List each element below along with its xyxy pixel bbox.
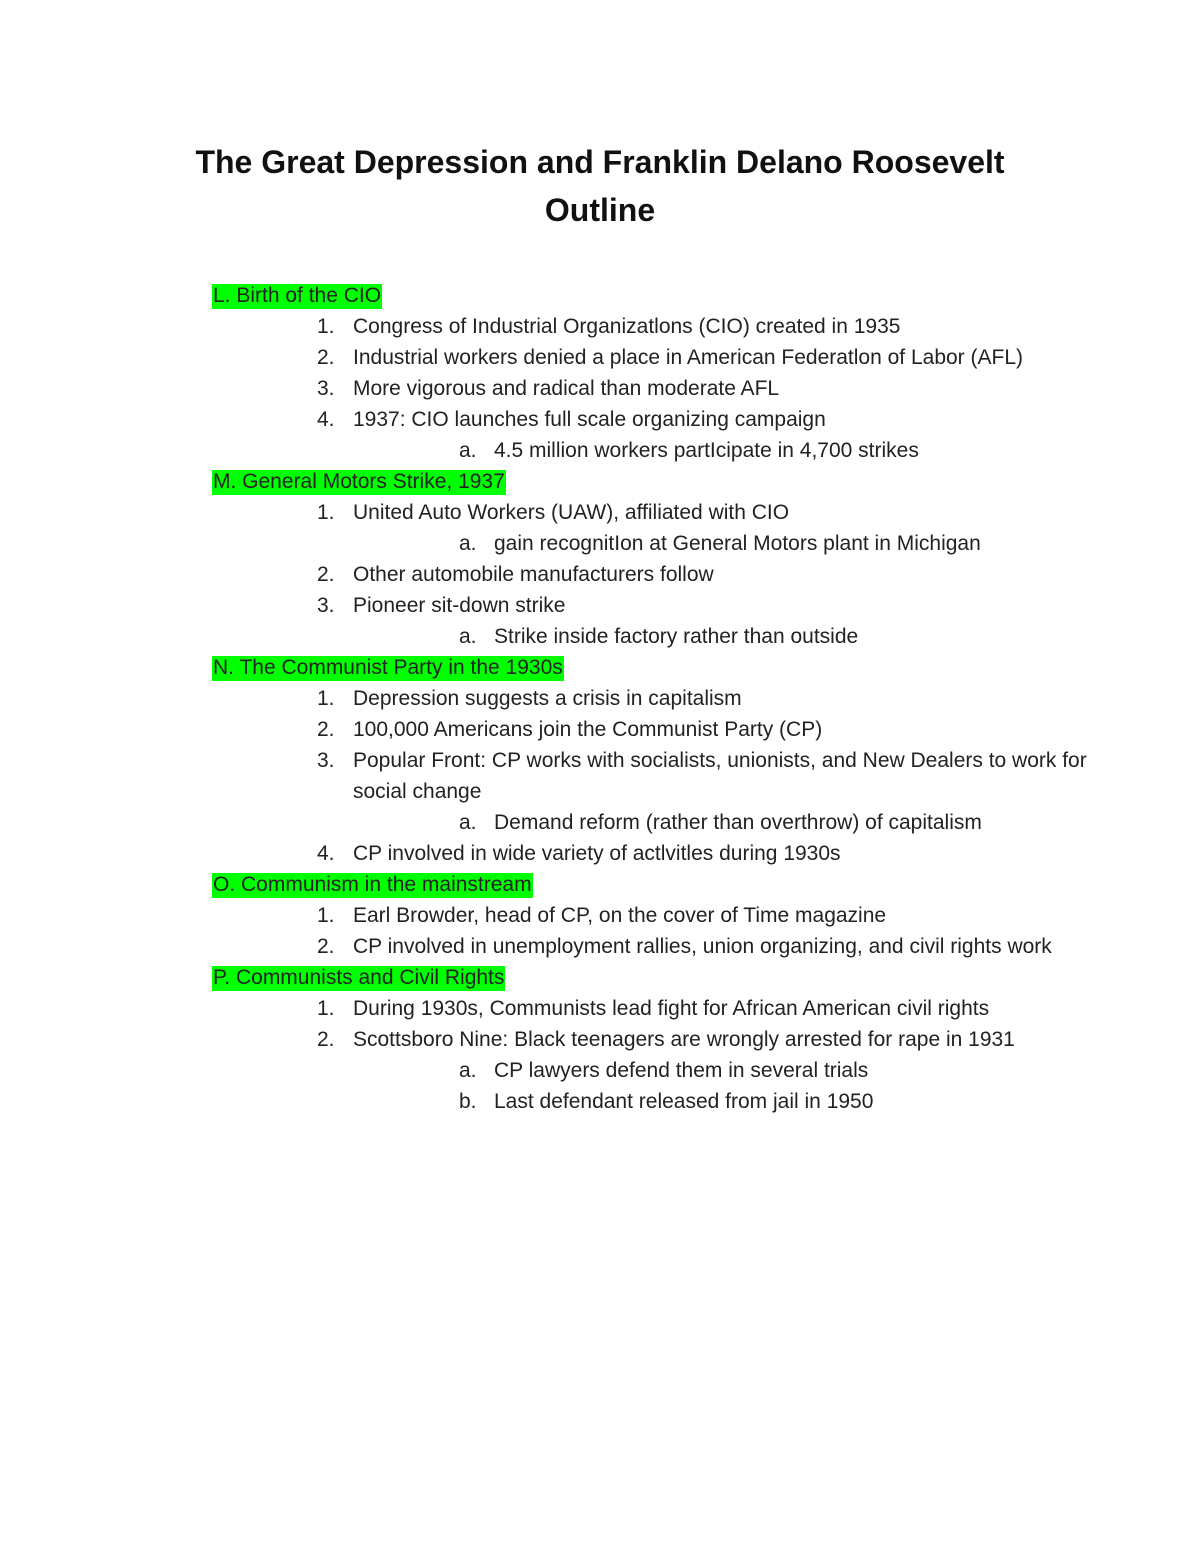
list-item bbox=[212, 993, 1092, 1024]
list-item-number: 2. bbox=[317, 563, 335, 586]
list-item bbox=[212, 931, 1092, 962]
list-item bbox=[212, 373, 1092, 404]
list-item-number: 3. bbox=[317, 594, 335, 617]
section-heading-text: L. Birth of the CIO bbox=[213, 284, 382, 307]
list-item bbox=[212, 1024, 1092, 1055]
sub-list-item-letter: a. bbox=[459, 439, 477, 462]
list-item bbox=[212, 838, 1092, 869]
list-item-number: 2. bbox=[317, 718, 335, 741]
sub-list-item bbox=[212, 1086, 1092, 1117]
list-item-text: Pioneer sit-down strike bbox=[353, 594, 566, 617]
list-item-text: 100,000 Americans join the Communist Party (CP) bbox=[353, 718, 823, 741]
list-item-text: Other automobile manufacturers follow bbox=[353, 563, 714, 586]
list-item bbox=[212, 683, 1092, 714]
list-item-number: 1. bbox=[317, 904, 335, 927]
list-item-text: Industrial workers denied a place in American Federatlon of Labor (AFL) bbox=[353, 346, 1024, 369]
section-heading-text: O. Communism in the mainstream bbox=[213, 873, 532, 896]
list-item-number: 2. bbox=[317, 1028, 335, 1051]
list-item-number: 3. bbox=[317, 749, 335, 772]
list-item bbox=[212, 404, 1092, 435]
section-heading bbox=[212, 962, 1092, 993]
outline-body bbox=[212, 280, 1092, 1117]
list-item bbox=[212, 559, 1092, 590]
document-title bbox=[100, 138, 1100, 234]
section-heading bbox=[212, 280, 1092, 311]
list-item bbox=[212, 900, 1092, 931]
sub-list-item-text: CP lawyers defend them in several trials bbox=[494, 1059, 869, 1082]
section-heading-text: N. The Communist Party in the 1930s bbox=[213, 656, 563, 679]
sub-list-item bbox=[212, 1055, 1092, 1086]
list-item-text: Congress of Industrial Organizatlons (CIO) created in 1935 bbox=[353, 315, 901, 338]
list-item bbox=[212, 497, 1092, 528]
list-item-text: Popular Front: CP works with socialists, unionists, and New Dealers to work for social change bbox=[353, 749, 1087, 803]
list-item-text: United Auto Workers (UAW), affiliated with CIO bbox=[353, 501, 790, 524]
list-item-number: 1. bbox=[317, 997, 335, 1020]
list-item-number: 4. bbox=[317, 842, 335, 865]
list-item bbox=[212, 590, 1092, 621]
list-item bbox=[212, 714, 1092, 745]
list-item-number: 1. bbox=[317, 501, 335, 524]
section-heading bbox=[212, 466, 1092, 497]
section-heading-text: P. Communists and Civil Rights bbox=[213, 966, 505, 989]
list-item-text: During 1930s, Communists lead fight for African American civil rights bbox=[353, 997, 990, 1020]
sub-list-item bbox=[212, 528, 1092, 559]
title-line-1: The Great Depression and Franklin Delano Roosevelt bbox=[195, 144, 1005, 180]
list-item-text: CP involved in unemployment rallies, union organizing, and civil rights work bbox=[353, 935, 1052, 958]
list-item-number: 4. bbox=[317, 408, 335, 431]
list-item-text: 1937: CIO launches full scale organizing campaign bbox=[353, 408, 826, 431]
list-item-number: 3. bbox=[317, 377, 335, 400]
sub-list-item-text: Last defendant released from jail in 1950 bbox=[494, 1090, 874, 1113]
sub-list-item-letter: a. bbox=[459, 625, 477, 648]
list-item-text: CP involved in wide variety of actlvitles during 1930s bbox=[353, 842, 841, 865]
list-item-number: 1. bbox=[317, 687, 335, 710]
list-item-number: 2. bbox=[317, 935, 335, 958]
sub-list-item-text: Demand reform (rather than overthrow) of capitalism bbox=[494, 811, 982, 834]
sub-list-item-letter: a. bbox=[459, 532, 477, 555]
sub-list-item bbox=[212, 621, 1092, 652]
sub-list-item-letter: b. bbox=[459, 1090, 477, 1113]
sub-list-item-text: Strike inside factory rather than outside bbox=[494, 625, 859, 648]
list-item-text: More vigorous and radical than moderate AFL bbox=[353, 377, 780, 400]
list-item bbox=[212, 311, 1092, 342]
list-item-number: 2. bbox=[317, 346, 335, 369]
sub-list-item-text: 4.5 million workers partIcipate in 4,700 strikes bbox=[494, 439, 919, 462]
section-heading-text: M. General Motors Strike, 1937 bbox=[213, 470, 505, 493]
list-item-text: Depression suggests a crisis in capitalism bbox=[353, 687, 742, 710]
title-line-2: Outline bbox=[544, 192, 656, 228]
list-item-text: Scottsboro Nine: Black teenagers are wrongly arrested for rape in 1931 bbox=[353, 1028, 1015, 1051]
list-item-number: 1. bbox=[317, 315, 335, 338]
sub-list-item bbox=[212, 435, 1092, 466]
section-heading bbox=[212, 652, 1092, 683]
section-heading bbox=[212, 869, 1092, 900]
sub-list-item-letter: a. bbox=[459, 1059, 477, 1082]
list-item bbox=[212, 745, 1092, 807]
list-item-text: Earl Browder, head of CP, on the cover of Time magazine bbox=[353, 904, 887, 927]
sub-list-item bbox=[212, 807, 1092, 838]
sub-list-item-letter: a. bbox=[459, 811, 477, 834]
list-item bbox=[212, 342, 1092, 373]
sub-list-item-text: gain recognitIon at General Motors plant in Michigan bbox=[494, 532, 981, 555]
